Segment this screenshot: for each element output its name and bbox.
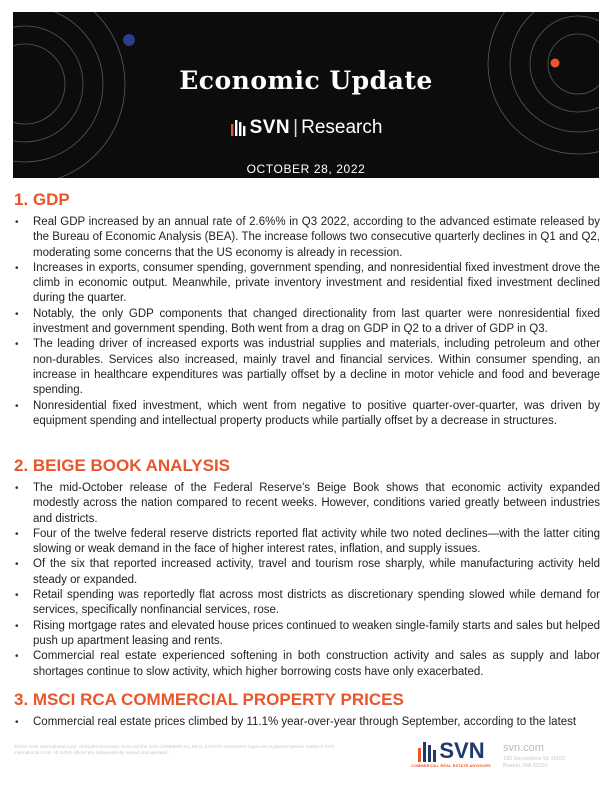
section-title-gdp: 1. GDP bbox=[14, 190, 70, 209]
section-title-beige-book: 2. BEIGE BOOK ANALYSIS bbox=[14, 456, 231, 475]
list-item: • The mid-October release of the Federal Reserve's Beige Book shows that economic activity expanded modestly across the nation compared to recent weeks. However, conditions varied greatly between industries and districts. bbox=[15, 482, 600, 525]
gdp-bullet-list bbox=[14, 215, 600, 429]
msci-bullet-list bbox=[14, 715, 600, 730]
svn-logo-icon bbox=[230, 118, 248, 142]
bullet-icon: • bbox=[15, 590, 19, 602]
list-item: • Four of the twelve federal reserve districts reported flat activity while two noted declines—with the latter citing slowing or weak demand in the face of higher interest rates, inflation, and supply issues. bbox=[15, 527, 600, 556]
list-item: • Commercial real estate experienced softening in both construction activity and sales as supply and labor shortages continue to slow activity, which higher borrowing costs have only exacerbated. bbox=[15, 650, 600, 678]
bullet-icon: • bbox=[15, 717, 19, 728]
brand-division: Research bbox=[301, 117, 383, 138]
bullet-icon: • bbox=[15, 339, 19, 351]
footer-address-line1: 185 Devonshire St. M102 bbox=[503, 756, 566, 762]
footer-legal-text: ©2022 SVN International Corp. All Rights Reserved. SVN and the SVN COMMERCIAL REAL ESTATE ADVISORS logos are registered service marks of SVN International Corp. All SVN® offices are independently owned and operated. bbox=[14, 744, 334, 755]
bullet-icon: • bbox=[15, 308, 19, 320]
svn-bars-icon bbox=[417, 740, 439, 762]
bullet-icon: • bbox=[15, 651, 19, 663]
bullet-icon: • bbox=[15, 400, 19, 412]
list-item: • Notably, the only GDP components that changed directionality from last quarter were nonresidential fixed investment and government spending. Both went from a drag on GDP in Q2 to a driver of GDP in Q3. bbox=[15, 307, 600, 336]
blue-dot bbox=[123, 34, 135, 46]
list-item: • Rising mortgage rates and elevated house prices continued to weaken single-family starts and sales but helped push up apartment leasing and rents. bbox=[15, 619, 600, 647]
bullet-icon: • bbox=[15, 217, 19, 228]
list-item: • The leading driver of increased exports was industrial supplies and materials, including petroleum and other non-durables. Services also increased, mainly travel and financial services. Within consumer spending, an increase in healthcare expenditures was partially offset by a decline in motor vehicle and food and beverage spending. bbox=[15, 338, 600, 397]
bullet-icon: • bbox=[15, 620, 19, 632]
bullet-icon: • bbox=[15, 262, 19, 274]
brand-lockup bbox=[13, 117, 599, 142]
list-item: • Nonresidential fixed investment, which went from negative to positive quarter-over-quarter, was driven by equipment spending and intellectual property products while partially offset by a decrease in structures. bbox=[15, 399, 600, 427]
beige-book-bullet-list bbox=[14, 481, 600, 680]
list-item: • Increases in exports, consumer spending, government spending, and nonresidential fixed investment drove the climb in economic output. Meanwhile, private inventory investment and residential fixed investment declined during the quarter. bbox=[15, 261, 600, 305]
footer-logo-subtitle: COMMERCIAL REAL ESTATE ADVISORS bbox=[411, 764, 491, 768]
list-item: • Real GDP increased by an annual rate of 2.6%% in Q3 2022, according to the advanced estimate released by the Bureau of Economic Analysis (BEA). The increase follows two consecutive quarterly declines in Q1 and Q2, moderating some concerns that the US economy is already in recession. bbox=[15, 216, 600, 259]
list-item: • Of the six that reported increased activity, travel and tourism rose sharply, while manufacturing activity held steady or expanded. bbox=[15, 558, 600, 586]
section-title-msci-rca: 3. MSCI RCA COMMERCIAL PROPERTY PRICES bbox=[14, 690, 404, 709]
list-item: • Retail spending was reportedly flat across most districts as discretionary spending slowed while demand for services, specifically nonfinancial services, rose. bbox=[15, 589, 600, 617]
bullet-icon: • bbox=[15, 483, 19, 494]
footer-logo bbox=[411, 740, 491, 768]
brand-separator: | bbox=[293, 117, 299, 138]
footer-url-link[interactable]: svn.com bbox=[503, 742, 544, 754]
page-title: Economic Update bbox=[179, 66, 433, 95]
list-item: • Commercial real estate prices climbed by 11.1% year-over-year through September, according to the latest bbox=[14, 715, 600, 730]
report-date: OCTOBER 28, 2022 bbox=[246, 162, 366, 176]
footer-contact bbox=[503, 742, 565, 770]
footer-address-line2: Boston, MA 02110 bbox=[503, 763, 548, 769]
bullet-icon: • bbox=[15, 528, 19, 540]
footer-logo-text: SVN bbox=[439, 738, 485, 763]
brand-name: SVN bbox=[249, 117, 291, 138]
header-banner bbox=[13, 12, 599, 178]
bullet-icon: • bbox=[15, 559, 19, 571]
orbit-decoration bbox=[13, 12, 599, 178]
